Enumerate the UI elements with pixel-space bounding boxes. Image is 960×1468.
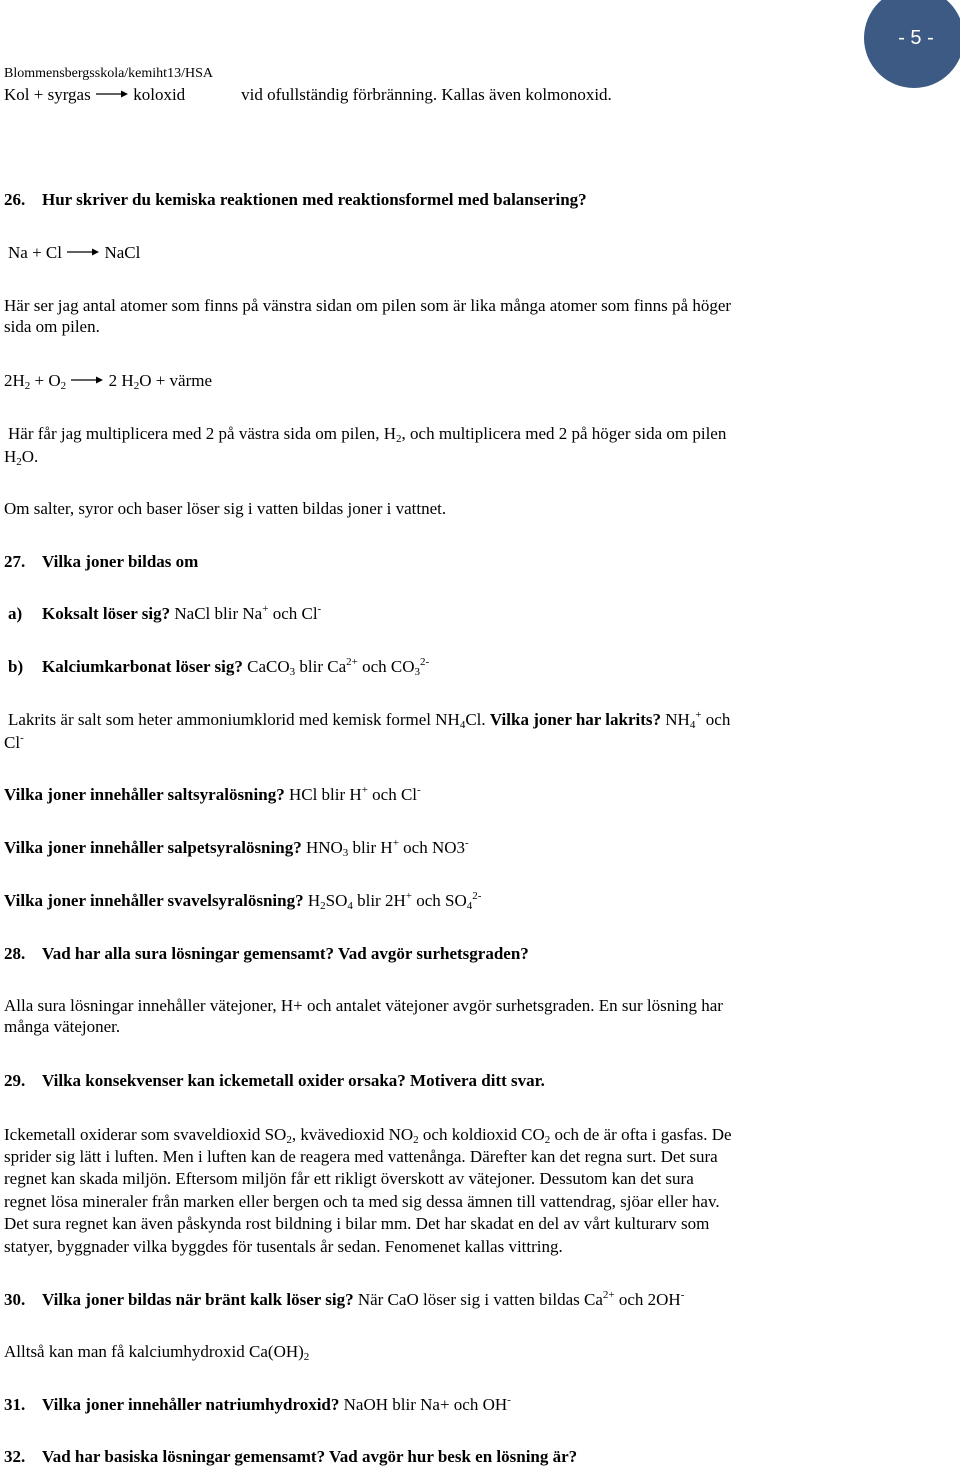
answer-29-line-5: Det sura regnet kan även påskynda rost bildning i bilar mm. Det har skadat en del av vårt kulturarv som	[4, 1214, 710, 1233]
explanation-1-cont: sida om pilen.	[4, 317, 100, 336]
explanation-2-cont: $H_2O$.	[4, 447, 39, 468]
reaction-arrow-icon	[66, 247, 100, 257]
equation-nacl: Na + Cl NaCl	[8, 243, 141, 262]
question-31: 31. Vilka joner innehåller natriumhydroxid? NaOH blir Na+ och OH-	[4, 1394, 511, 1414]
question-32: 32. Vad har basiska lösningar gemensamt? Vad avgör hur besk en lösning är?	[4, 1447, 578, 1466]
reaction-arrow-icon	[70, 375, 104, 385]
lakrits-line-cont: Cl-	[4, 732, 24, 752]
question-28: 28. Vad har alla sura lösningar gemensamt? Vad avgör surhetsgraden?	[4, 944, 529, 963]
answer-29-line-3: regnet kan skada miljön. Eftersom miljön får ett rikligt överskott av vätejoner. Dessutom kan det sura	[4, 1169, 694, 1188]
answer-29-line-6: statyer, byggnader vilka byggdes för tusentals år sedan. Fenomenet kallas vittring.	[4, 1237, 563, 1256]
answer-28: Alla sura lösningar innehåller vätejoner, H+ och antalet vätejoner avgör surhetsgraden. En sur lösning har	[4, 996, 723, 1015]
equation-water: $2H_2 + O_2$ 2 $H_2O$ + värme	[4, 371, 213, 392]
question-26: 26. Hur skriver du kemiska reaktionen med reaktionsformel med balansering?	[4, 190, 587, 209]
answer-29-line-2: sprider sig lätt i luften. Men i luften kan de reagera med vattenånga. Därefter kan det regna surt. Det sura	[4, 1147, 718, 1166]
salpetsyra-line: Vilka joner innehåller salpetsyralösning? $HNO_3$ blir H+ och NO3-	[4, 837, 469, 859]
school-header: Blommensbergsskola/kemiht13/HSA	[4, 66, 213, 81]
answer-30-extra: Alltså kan man få kalciumhydroxid $Ca(OH)_2$	[4, 1342, 310, 1363]
question-27b: b) Kalciumkarbonat löser sig? CaCO$_3$ blir $Ca^{2+}$ och $CO_3^{2-}$	[8, 656, 430, 678]
svavelsyra-line: Vilka joner innehåller svavelsyralösning? $H_2SO_4$ blir 2H+ och $SO_4^{2-}$	[4, 890, 482, 912]
page-number: - 5 -	[898, 26, 934, 49]
lakrits-line: Lakrits är salt som heter ammoniumklorid med kemisk formel $NH_4Cl$. Vilka joner har lakrits? $NH_4^+$ och	[8, 709, 731, 731]
answer-29-line-4: regnet lösa mineraler från marken eller bergen och ta med sig dessa ämnen till vattendrag, sjöar eller hav.	[4, 1192, 720, 1211]
question-27a: a) Koksalt löser sig? NaCl blir Na+ och Cl-	[8, 603, 322, 623]
answer-29-line-1: Ickemetall oxiderar som svaveldioxid $SO_2$, kvävedioxid $NO_2$ och koldioxid $CO_2$ och de är ofta i gasfas. De	[4, 1125, 732, 1146]
question-30: 30. Vilka joner bildas när bränt kalk löser sig? När CaO löser sig i vatten bildas $Ca^{2+}$ och 2OH-	[4, 1289, 685, 1309]
explanation-1: Här ser jag antal atomer som finns på vänstra sidan om pilen som är lika många atomer som finns på höger	[4, 296, 732, 315]
page-number-badge	[864, 0, 960, 88]
answer-28-cont: många vätejoner.	[4, 1017, 121, 1036]
salts-statement: Om salter, syror och baser löser sig i vatten bildas joner i vattnet.	[4, 499, 447, 518]
kol-line: Kol + syrgas koloxid vid ofullständig förbränning. Kallas även kolmonoxid.	[4, 85, 612, 104]
reaction-arrow-icon	[95, 89, 129, 99]
question-27: 27. Vilka joner bildas om	[4, 552, 199, 571]
explanation-2: Här får jag multiplicera med 2 på västra sida om pilen, $H_2$, och multiplicera med 2 på höger sida om pilen	[8, 424, 727, 445]
question-29: 29. Vilka konsekvenser kan ickemetall oxider orsaka? Motivera ditt svar.	[4, 1071, 545, 1090]
saltsyra-line: Vilka joner innehåller saltsyralösning? HCl blir H+ och Cl-	[4, 784, 421, 804]
